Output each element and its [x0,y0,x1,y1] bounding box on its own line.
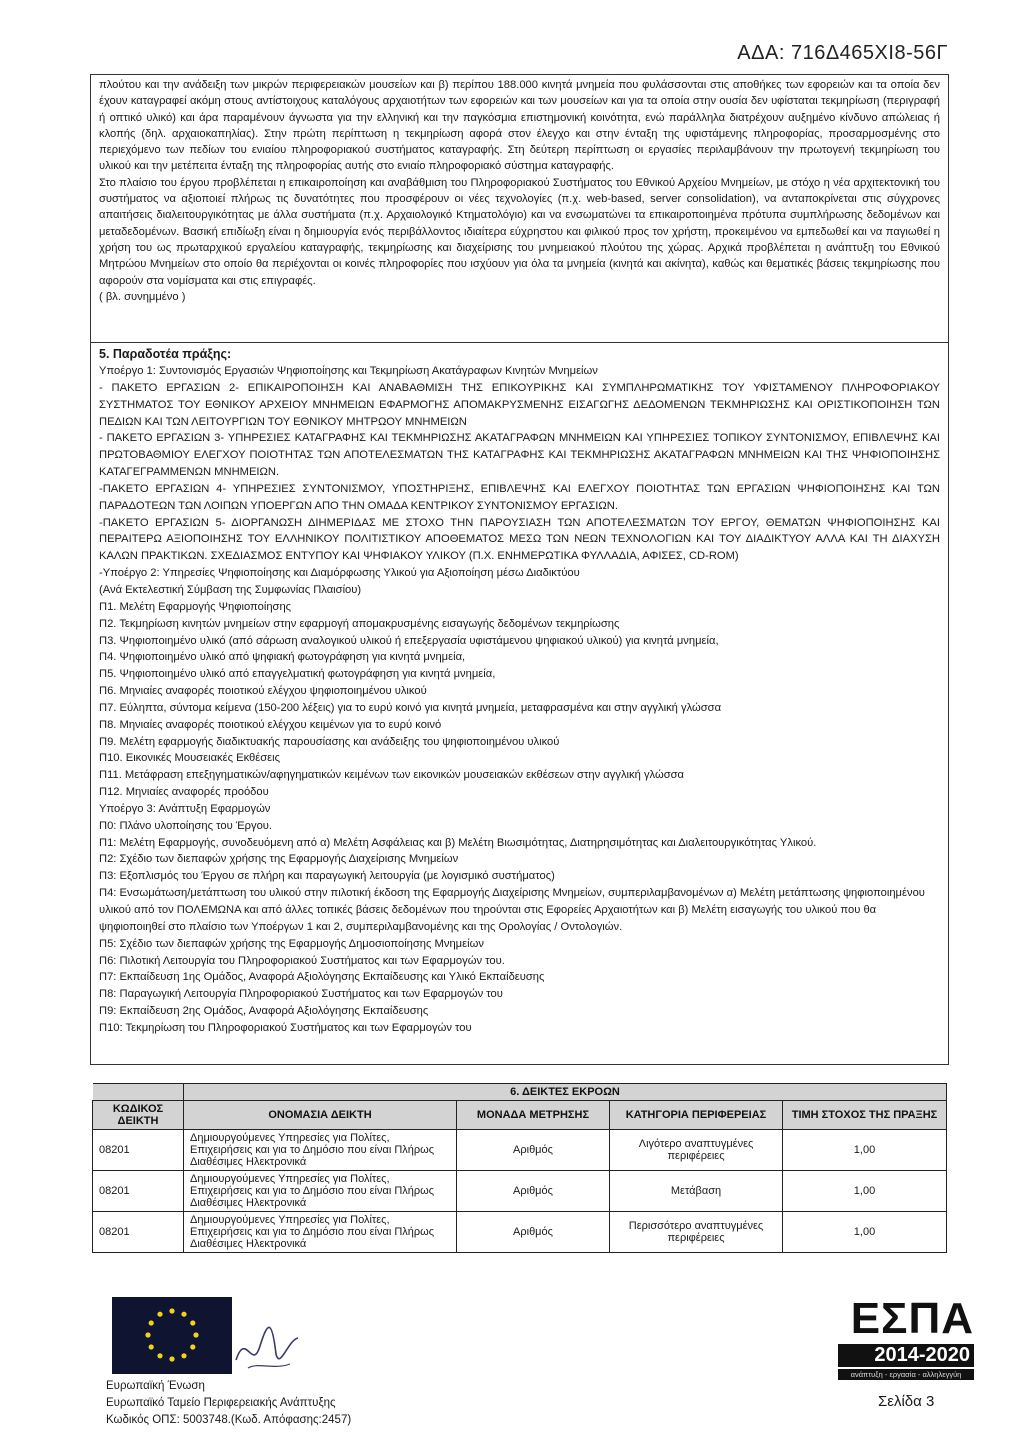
indicator-unit: Αριθμός [457,1130,610,1171]
intro-section [91,75,948,343]
indicator-region: Μετάβαση [610,1171,783,1212]
deliverable-item: - ΠΑΚΕΤΟ ΕΡΓΑΣΙΩΝ 3- ΥΠΗΡΕΣΙΕΣ ΚΑΤΑΓΡΑΦΗΣ ΚΑΙ ΤΕΚΜΗΡΙΩΣΗΣ ΑΚΑΤΑΓΡΑΦΩΝ ΜΝΗΜΕΙΩΝ ΚΑΙ ΥΠΗΡΕΣΙΕΣ ΤΟΠΙΚΟΥ ΣΥΝΤΟΝΙΣΜΟΥ, ΕΠΙΒΛΕΨΗΣ ΚΑΙ ΠΡΩΤΟΒΑΘΜΙΟΥ ΕΛΕΓΧΟΥ ΠΟΙΟΤΗΤΑΣ ΤΩΝ ΑΠΟΤΕΛΕΣΜΑΤΩΝ ΤΗΣ ΚΑΤΑΓΡΑΦΗΣ ΚΑΙ ΤΕΚΜΗΡΙΩΣΗΣ ΑΚΑΤΑΓΡΑΦΩΝ ΜΝΗΜΕΙΩΝ ΚΑΙ ΤΗΣ ΨΗΦΙΟΠΟΙΗΣΗΣ ΚΑΤΑΓΕΓΡΑΜΜΕΝΩΝ ΜΝΗΜΕΙΩΝ. [99,432,940,479]
eu-star [149,1344,154,1349]
eu-star [190,1320,195,1325]
deliverable-item: -Υποέργο 2: Υπηρεσίες Ψηφιοποίησης και Διαμόρφωσης Υλικού για Αξιοποίηση μέσω Διαδικτύου [99,567,580,580]
deliverables-list [99,363,940,1037]
indicator-code: 08201 [93,1130,184,1171]
header-name: ΟΝΟΜΑΣΙΑ ΔΕΙΚΤΗ [184,1101,457,1130]
espa-wordmark: ΕΣΠΑ [850,1294,974,1343]
deliverable-item: Π5: Σχέδιο των διεπαφών χρήσης της Εφαρμογής Δημοσιοποίησης Μνημείων [99,937,484,950]
eu-star [169,1356,174,1361]
deliverable-item: Π10: Τεκμηρίωση του Πληροφοριακού Συστήματος και των Εφαρμογών του [99,1021,472,1034]
eu-star [169,1308,174,1313]
page-number: Σελίδα 3 [878,1393,935,1410]
deliverable-item: Π10. Εικονικές Μουσειακές Εκθέσεις [99,752,281,765]
deliverable-item: Π4: Ενσωμάτωση/μετάπτωση του υλικού στην πιλοτική έκδοση της Εφαρμογής Διαχείρισης Μνημείων, συμπεριλαμβανομένων α) Μελέτη μετάπτωσης ψηφιοποιημένου υλικού από τον ΠΟΛΕΜΩΝΑ και από άλλες τοπικές βάσεις δεδομένων που τηρούνται στις Εφορείες Αρχαιοτήτων και β) Μελέτη εισαγωγής του υλικού που θα ψηφιοποιηθεί στο πλαίσιο των Υποέργων 1 και 2, συμπεριλαμβανομένης και της Ορολογίας / Οντολογιών. [99,887,925,933]
deliverable-item: Π0: Πλάνο υλοποίησης του Έργου. [99,819,273,832]
espa-years: 2014-2020 [838,1344,974,1367]
deliverable-item: (Ανά Εκτελεστική Σύμβαση της Συμφωνίας Πλαισίου) [99,583,362,596]
intro-paragraph-1: πλούτου και την ανάδειξη των μικρών περιφερειακών μουσείων και β) περίπου 188.000 κινητά μνημεία που φυλάσσονται στις αποθήκες των εφορειών και τα οποία δεν έχουν καταγραφεί ακόμη στους αντίστοιχους καταλόγους αρχαιοτήτων των εφορειών και των μουσείων και για τα οποία στην ουσία δεν υφίσταται τεκμηρίωση (περιγραφή ή οπτικό υλικό) και άρα παραμένουν άγνωστα για την ελληνική και την παγκόσμια επιστημονική κοινότητα, ενώ παράλληλα διατρέχουν αυξημένο κίνδυνο απώλειας ή κλοπής (δηλ. αρχαιοκαπηλίας). Στην πρώτη περίπτωση η τεκμηρίωση αφορά στον έλεγχο και στην ένταξη της υφιστάμενης πληροφορίας, προσαρμοσμένης στο περιεχόμενο των πεδίων του ενιαίου πληροφοριακού συστήματος καταγραφής. Στη δεύτερη περίπτωση οι εργασίες περιλαμβάνουν την πρωτογενή τεκμηρίωση του υλικού και την μετέπειτα ένταξη της πληροφορίας αυτής στο ενιαίο πληροφοριακό σύστημα καταγραφής. [99,79,940,173]
indicator-region: Λιγότερο αναπτυγμένες περιφέρειες [610,1130,783,1171]
attachment-note: ( βλ. συνημμένο ) [99,290,186,303]
deliverable-item: Π3. Ψηφιοποιημένο υλικό (από σάρωση αναλογικού υλικού ή επεξεργασία υφιστάμενου ψηφιακού υλικού) για κινητά μνημεία, [99,634,719,647]
deliverable-item: Υποέργο 1: Συντονισμός Εργασιών Ψηφιοποίησης και Τεκμηρίωση Ακατάγραφων Κινητών Μνημείων [99,365,598,377]
eu-star [157,1353,162,1358]
indicator-name: Δημιουργούμενες Υπηρεσίες για Πολίτες, Επιχειρήσεις και για το Δημόσιο που είναι Πλήρως Διαθέσιμες Ηλεκτρονικά [184,1171,457,1212]
indicators-table [92,1083,947,1253]
eu-star [145,1332,150,1337]
eu-star [181,1312,186,1317]
deliverable-item: Π2: Σχέδιο των διεπαφών χρήσης της Εφαρμογής Διαχείρισης Μνημείων [99,853,459,866]
deliverable-item: Π9: Εκπαίδευση 2ης Ομάδος, Αναφορά Αξιολόγησης Εκπαίδευσης [99,1005,429,1018]
deliverable-item: -ΠΑΚΕΤΟ ΕΡΓΑΣΙΩΝ 5- ΔΙΟΡΓΑΝΩΣΗ ΔΙΗΜΕΡΙΔΑΣ ΜΕ ΣΤΟΧΟ ΤΗΝ ΠΑΡΟΥΣΙΑΣΗ ΤΩΝ ΑΠΟΤΕΛΕΣΜΑΤΩΝ ΤΟΥ ΕΡΓΟΥ, ΘΕΜΑΤΩΝ ΨΗΦΙΟΠΟΙΗΣΗΣ ΚΑΙ ΠΕΡΑΙΤΕΡΩ ΑΞΙΟΠΟΙΗΣΗΣ ΤΟΥ ΕΛΛΗΝΙΚΟΥ ΠΟΛΙΤΙΣΤΙΚΟΥ ΑΠΟΘΕΜΑΤΟΣ ΜΕΣΩ ΤΩΝ ΝΕΩΝ ΤΕΧΝΟΛΟΓΙΩΝ ΚΑΙ ΤΟΥ ΔΙΑΔΙΚΤΥΟΥ ΑΛΛΑ ΚΑΙ ΤΗ ΔΙΑΧΥΣΗ ΚΑΛΩΝ ΠΡΑΚΤΙΚΩΝ. ΣΧΕΔΙΑΣΜΟΣ ΕΝΤΥΠΟΥ ΚΑΙ ΨΗΦΙΑΚΟΥ ΥΛΙΚΟΥ (Π.Χ. ΕΝΗΜΕΡΩΤΙΚΑ ΦΥΛΛΑΔΙΑ, ΑΦΙΣΕΣ, CD-ROM) [99,516,940,563]
deliverable-item: Π12. Μηνιαίες αναφορές προόδου [99,786,269,799]
deliverable-item: Π6: Πιλοτική Λειτουργία του Πληροφοριακού Συστήματος και των Εφαρμογών του. [99,954,505,967]
indicator-target: 1,00 [783,1212,947,1253]
eu-star [190,1344,195,1349]
eu-caption [106,1378,351,1429]
deliverable-item: Π7. Εύληπτα, σύντομα κείμενα (150-200 λέξεις) για το ευρύ κοινό για κινητά μνημεία, μεταφρασμένα και στην αγγλική γλώσσα [99,701,722,714]
deliverable-item: Π5. Ψηφιοποιημένο υλικό από επαγγελματική φωτογράφηση για κινητά μνημεία, [99,668,496,681]
indicator-name: Δημιουργούμενες Υπηρεσίες για Πολίτες, Επιχειρήσεις και για το Δημόσιο που είναι Πλήρως Διαθέσιμες Ηλεκτρονικά [184,1130,457,1171]
deliverable-item: Π1: Μελέτη Εφαρμογής, συνοδευόμενη από α) Μελέτη Ασφάλειας και β) Μελέτη Βιωσιμότητας, Διατηρησιμότητας και Διαλειτουργικότητας Υλικού. [99,836,817,849]
eu-line-2: Ευρωπαϊκό Ταμείο Περιφερειακής Ανάπτυξης [106,1397,336,1409]
eu-line-3: Κωδικός ΟΠΣ: 5003748.(Κωδ. Απόφασης:2457) [106,1414,352,1426]
deliverable-item: Π2. Τεκμηρίωση κινητών μνημείων στην εφαρμογή απομακρυσμένης εισαγωγής δεδομένων τεκμηρίωσης [99,617,620,630]
deliverable-item: Π9. Μελέτη εφαρμογής διαδικτυακής παρουσίασης και ανάδειξης του ψηφιοποιημένου υλικού [99,735,560,748]
indicator-unit: Αριθμός [457,1171,610,1212]
deliverables-section [91,344,948,1064]
indicator-name: Δημιουργούμενες Υπηρεσίες για Πολίτες, Επιχειρήσεις και για το Δημόσιο που είναι Πλήρως Διαθέσιμες Ηλεκτρονικά [184,1212,457,1253]
indicator-region: Περισσότερο αναπτυγμένες περιφέρειες [610,1212,783,1253]
deliverable-item: - ΠΑΚΕΤΟ ΕΡΓΑΣΙΩΝ 2- ΕΠΙΚΑΙΡΟΠΟΙΗΣΗ ΚΑΙ ΑΝΑΒΑΘΜΙΣΗ ΤΗΣ ΕΠΙΚΟΥΡΙΚΗΣ ΚΑΙ ΣΥΜΠΛΗΡΩΜΑΤΙΚΗΣ ΤΟΥ ΥΦΙΣΤΑΜΕΝΟΥ ΠΛΗΡΟΦΟΡΙΑΚΟΥ ΣΥΣΤΗΜΑΤΟΣ ΤΟΥ ΕΘΝΙΚΟΥ ΑΡΧΕΙΟΥ ΜΝΗΜΕΙΩΝ ΕΦΑΡΜΟΓΗΣ ΑΠΟΜΑΚΡΥΣΜΕΝΗΣ ΕΙΣΑΓΩΓΗΣ ΔΕΔΟΜΕΝΩΝ ΤΕΚΜΗΡΙΩΣΗΣ ΚΑΙ ΟΡΙΣΤΙΚΟΠΟΙΗΣΗ ΤΩΝ ΠΕΔΙΩΝ ΚΑΙ ΤΩΝ ΛΕΙΤΟΥΡΓΙΩΝ ΤΟΥ ΕΘΝΙΚΟΥ ΜΗΤΡΩΟΥ ΜΝΗΜΕΙΩΝ [99,381,940,428]
deliverable-item: Π8. Μηνιαίες αναφορές ποιοτικού ελέγχου κειμένων για το ευρύ κοινό [99,718,442,731]
espa-logo [838,1296,974,1380]
eu-star [181,1353,186,1358]
deliverable-item: Υποέργο 3: Ανάπτυξη Εφαρμογών [99,802,271,815]
header-unit: ΜΟΝΑΔΑ ΜΕΤΡΗΣΗΣ [457,1101,610,1130]
deliverable-item: Π7: Εκπαίδευση 1ης Ομάδος, Αναφορά Αξιολόγησης Εκπαίδευσης και Υλικό Εκπαίδευσης [99,971,545,984]
table-row [93,1171,947,1212]
eu-flag-icon [112,1297,232,1374]
eu-star [149,1320,154,1325]
deliverable-item: Π1. Μελέτη Εφαρμογής Ψηφιοποίησης [99,600,292,613]
header-target: ΤΙΜΗ ΣΤΟΧΟΣ ΤΗΣ ΠΡΑΞΗΣ [783,1101,947,1130]
content-frame [90,74,949,1065]
deliverable-item: Π4. Ψηφιοποιημένο υλικό από ψηφιακή φωτογράφηση για κινητά μνημεία, [99,651,466,664]
header-code: ΚΩΔΙΚΟΣ ΔΕΙΚΤΗ [93,1101,184,1130]
indicator-unit: Αριθμός [457,1212,610,1253]
deliverable-item: Π11. Μετάφραση επεξηγηματικών/αφηγηματικών κειμένων των εικονικών μουσειακών εκθέσεων στην αγγλική γλώσσα [99,769,684,782]
ada-code: ΑΔΑ: 716Δ465ΧΙ8-56Γ [737,42,948,64]
eu-star [157,1312,162,1317]
espa-tagline: ανάπτυξη - εργασία - αλληλεγγύη [838,1369,974,1380]
deliverables-heading: 5. Παραδοτέα πράξης: [99,347,232,361]
indicator-target: 1,00 [783,1171,947,1212]
indicator-target: 1,00 [783,1130,947,1171]
deliverable-item: Π3: Εξοπλισμός του Έργου σε πλήρη και παραγωγική λειτουργία (με λογισμικό συστήματος) [99,870,555,883]
indicator-code: 08201 [93,1212,184,1253]
indicator-code: 08201 [93,1171,184,1212]
eu-star [193,1332,198,1337]
table-row [93,1212,947,1253]
deliverable-item: Π6. Μηνιαίες αναφορές ποιοτικού ελέγχου ψηφιοποιημένου υλικού [99,685,427,698]
eu-stars-icon [112,1297,232,1374]
header-region: ΚΑΤΗΓΟΡΙΑ ΠΕΡΙΦΕΡΕΙΑΣ [610,1101,783,1130]
table-row [93,1130,947,1171]
indicators-title: 6. ΔΕΙΚΤΕΣ ΕΚΡΟΩΝ [184,1084,947,1101]
eu-line-1: Ευρωπαϊκή Ένωση [106,1380,205,1392]
signature-icon [228,1310,308,1380]
deliverable-item: -ΠΑΚΕΤΟ ΕΡΓΑΣΙΩΝ 4- ΥΠΗΡΕΣΙΕΣ ΣΥΝΤΟΝΙΣΜΟΥ, ΥΠΟΣΤΗΡΙΞΗΣ, ΕΠΙΒΛΕΨΗΣ ΚΑΙ ΕΛΕΓΧΟΥ ΠΟΙΟΤΗΤΑΣ ΤΩΝ ΕΡΓΑΣΙΩΝ ΨΗΦΙΟΠΟΙΗΣΗΣ ΚΑΙ ΤΩΝ ΠΑΡΑΔΟΤΕΩΝ ΤΩΝ ΛΟΙΠΩΝ ΥΠΟΕΡΓΩΝ ΑΠΟ ΤΗΝ ΟΜΑΔΑ ΚΕΝΤΡΙΚΟΥ ΣΥΝΤΟΝΙΣΜΟΥ ΕΡΓΑΣΙΩΝ. [99,482,940,512]
intro-paragraph-2: Στο πλαίσιο του έργου προβλέπεται η επικαιροποίηση και αναβάθμιση του Πληροφοριακού Συστήματος του Εθνικού Αρχείου Μνημείων, με στόχο η νέα αρχιτεκτονική του συστήματος να αξιοποιεί πλήρως τις δυνατότητες που προσφέρουν οι νέες τεχνολογίες (π.χ. web-based, server consolidation), να ανταποκρίνεται στις σύγχρονες απαιτήσεις διαλειτουργικότητας με άλλα συστήματα (π.χ. Αρχαιολογικό Κτηματολόγιο) και να ενσωματώνει τα επικαιροποιημένα πρότυπα συμπλήρωσης δεδομένων και μεταδεδομένων. Βασική επιδίωξη είναι η δημιουργία ενός περιβάλλοντος ιδιαίτερα εύχρηστου και φιλικού προς τον χρήστη, προκειμένου να εμπεδωθεί και να παγιωθεί η χρήση του ως πρωταρχικού εργαλείου καταγραφής, τεκμηρίωσης και διαχείρισης του μνημειακού πλούτου της χώρας. Αρχικά προβλέπεται η ανάπτυξη του Εθνικού Μητρώου Μνημείων στο οποίο θα περιέχονται οι κοινές πληροφορίες που ισχύουν για όλα τα μνημεία (κινητά και ακίνητα), καθώς και θεματικές βάσεις τεκμηρίωσης που αφορούν στα νομίσματα και στις επιγραφές. [99,176,940,287]
deliverable-item: Π8: Παραγωγική Λειτουργία Πληροφοριακού Συστήματος και των Εφαρμογών του [99,988,503,1001]
